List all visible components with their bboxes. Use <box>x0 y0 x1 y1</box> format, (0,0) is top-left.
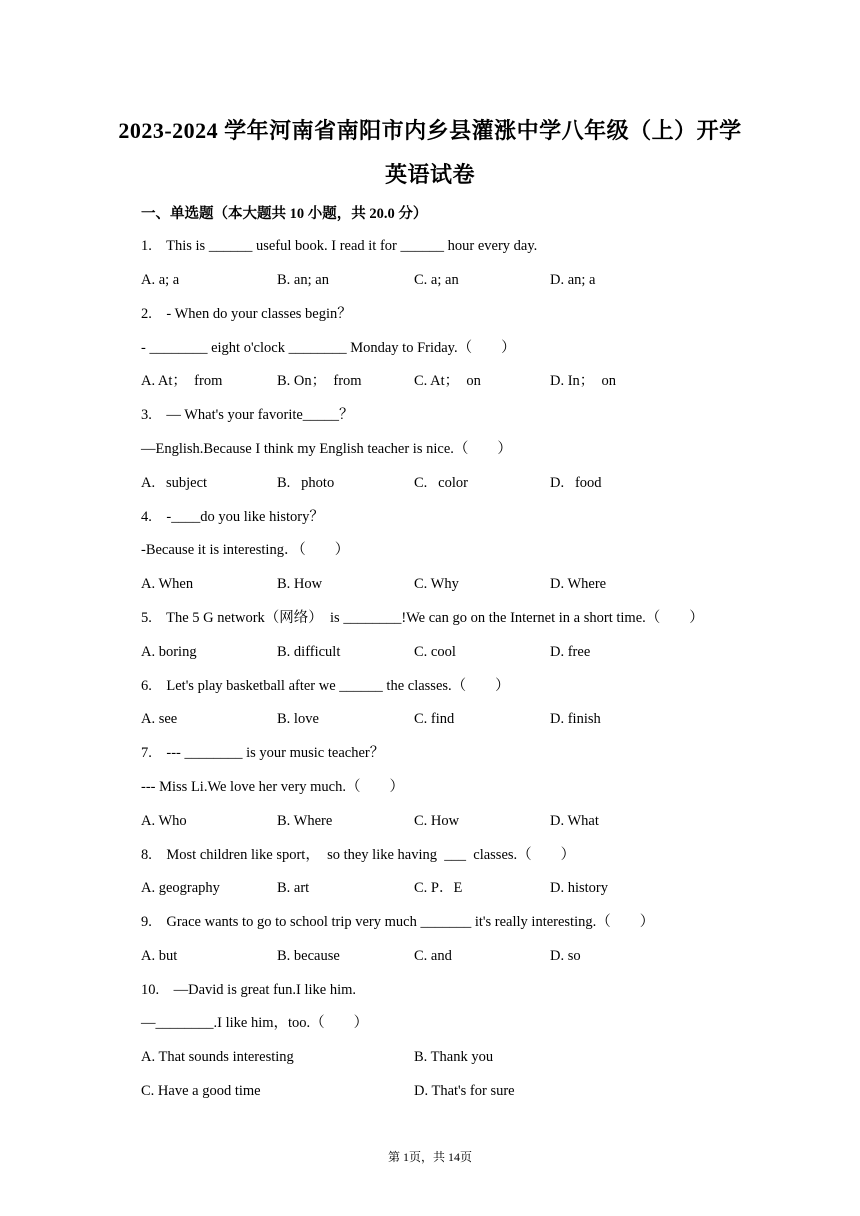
question-6-option-b: B. love <box>277 711 319 727</box>
question-1-option-b: B. an; an <box>277 272 329 288</box>
question-6-option-a: A. see <box>141 711 178 727</box>
question-7-option-a: A. Who <box>141 813 187 829</box>
question-7-option-b: B. Where <box>277 813 333 829</box>
question-10-stem: 10. —David is great fun.I like him. <box>141 982 357 998</box>
question-2-option-b: B. On； from <box>277 373 362 389</box>
question-4-option-c: C. Why <box>414 576 459 592</box>
question-9-option-d: D. so <box>550 948 581 964</box>
question-3-option-d: D. food <box>550 475 602 491</box>
question-7-stem-line2: --- Miss Li.We love her very much.（ ） <box>141 779 404 795</box>
question-4-option-d: D. Where <box>550 576 607 592</box>
question-9-stem: 9. Grace wants to go to school trip very much _______ it's really interesting.（ ） <box>141 914 655 930</box>
question-8-option-d: D. history <box>550 880 608 896</box>
page-footer: 第 1页，共 14页 <box>387 1150 472 1164</box>
question-2-option-a: A. At； from <box>141 373 223 389</box>
question-2-option-d: D. In； on <box>550 373 617 389</box>
question-3-option-b: B. photo <box>277 475 335 491</box>
question-8-option-b: B. art <box>277 880 310 896</box>
question-2-stem: 2. - When do your classes begin？ <box>141 306 352 322</box>
question-8-stem: 8. Most children like sport， so they like having ___ classes.（ ） <box>141 847 576 863</box>
question-5-option-d: D. free <box>550 644 591 660</box>
question-6-option-c: C. find <box>414 711 455 727</box>
question-1-option-c: C. a; an <box>414 272 459 288</box>
question-5-option-b: B. difficult <box>277 644 341 660</box>
question-6-option-d: D. finish <box>550 711 601 727</box>
question-7-option-d: D. What <box>550 813 599 829</box>
question-3-stem: 3. — What's your favorite_____？ <box>141 407 354 423</box>
question-2-stem-line2: - ________ eight o'clock ________ Monday to Friday.（ ） <box>141 340 516 356</box>
question-4-stem: 4. -____do you like history？ <box>141 509 324 525</box>
question-7-stem: 7. --- ________ is your music teacher？ <box>141 745 385 761</box>
question-4-option-a: A. When <box>141 576 194 592</box>
question-1-stem: 1. This is ______ useful book. I read it for ______ hour every day. <box>141 238 538 254</box>
question-10-option-b: B. Thank you <box>414 1049 494 1065</box>
question-10-option-c: C. Have a good time <box>141 1083 261 1099</box>
question-3-option-a: A. subject <box>141 475 208 491</box>
question-6-stem: 6. Let's play basketball after we ______ the classes.（ ） <box>141 678 510 694</box>
question-1-option-d: D. an; a <box>550 272 596 288</box>
question-10-option-d: D. That's for sure <box>414 1083 515 1099</box>
question-9-option-c: C. and <box>414 948 452 964</box>
section-heading: 一、单选题（本大题共 10 小题，共 20.0 分） <box>141 206 428 222</box>
question-4-stem-line2: -Because it is interesting．（ ） <box>141 542 350 558</box>
question-10-stem-line2: —________.I like him，too.（ ） <box>141 1015 369 1031</box>
question-4-option-b: B. How <box>277 576 323 592</box>
question-3-option-c: C. color <box>414 475 468 491</box>
question-5-option-a: A. boring <box>141 644 197 660</box>
question-2-option-c: C. At； on <box>414 373 481 389</box>
question-9-option-a: A. but <box>141 948 178 964</box>
question-7-option-c: C. How <box>414 813 460 829</box>
document-subtitle: 英语试卷 <box>384 162 475 187</box>
document-title: 2023-2024 学年河南省南阳市内乡县灌涨中学八年级（上）开学 <box>118 118 742 143</box>
question-8-option-a: A. geography <box>141 880 220 896</box>
question-1-option-a: A. a; a <box>141 272 180 288</box>
question-8-option-c: C. P．E <box>414 880 463 896</box>
question-5-stem: 5. The 5 G network（网络） is ________!We can go on the Internet in a short time.（ ） <box>141 610 704 626</box>
question-10-option-a: A. That sounds interesting <box>141 1049 294 1065</box>
question-5-option-c: C. cool <box>414 644 456 660</box>
question-9-option-b: B. because <box>277 948 340 964</box>
question-3-stem-line2: —English.Because I think my English teacher is nice.（ ） <box>141 441 512 457</box>
